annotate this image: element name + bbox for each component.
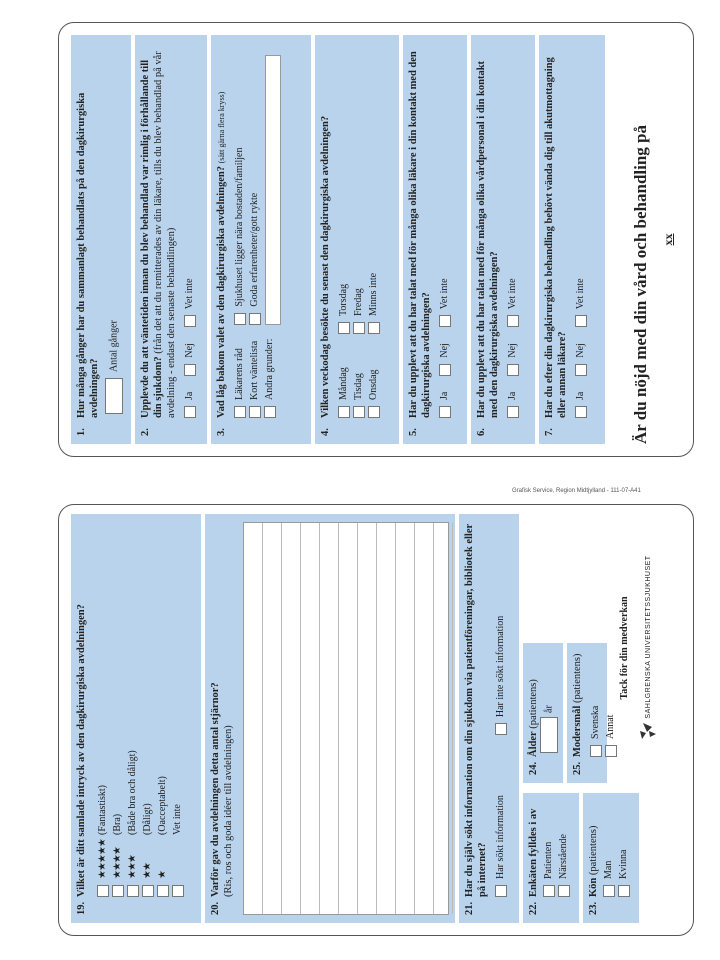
option-vet-inte[interactable]	[574, 278, 587, 327]
unit-name-placeholder: xx	[661, 233, 675, 246]
option-vet-inte[interactable]	[183, 278, 196, 327]
option-label: Vet inte	[172, 804, 183, 835]
option-label: Goda erfarenheter/gott rykte	[249, 192, 260, 307]
option-label: Vet inte	[575, 278, 586, 310]
question-number: 4.	[320, 428, 331, 436]
option-vet-inte[interactable]	[438, 278, 451, 327]
option-ja[interactable]	[438, 392, 451, 418]
star-icons: ★★★	[127, 855, 138, 879]
option-label: Nej	[507, 343, 518, 358]
checkbox[interactable]	[338, 322, 350, 334]
question-text: Enkäten fylldes i av	[528, 808, 539, 897]
rating-vet-inte[interactable]	[171, 536, 184, 897]
question-number: 19.	[76, 901, 87, 915]
count-input[interactable]	[105, 378, 123, 414]
question-number: 20.	[210, 901, 221, 915]
question-23	[583, 793, 639, 923]
question-number: 2.	[140, 428, 151, 436]
checkbox[interactable]	[157, 885, 169, 897]
count-label: Antal gånger	[108, 320, 120, 373]
star-icons: ★★★★★	[97, 839, 108, 879]
question-text: Har du upplevt att du har talat med för många olika vårdpersonal i din kontakt med den dagkirurgiska avdelningen?	[476, 60, 500, 418]
rating-2-stars[interactable]	[141, 536, 154, 897]
print-credit: Grafisk Service, Region Midtjylland - 111-07-A41	[512, 488, 641, 494]
page-left	[58, 504, 694, 936]
option-minns-inte[interactable]	[367, 273, 380, 334]
question-number: 5.	[408, 428, 419, 436]
star-icons: ★★★★	[112, 847, 123, 879]
checkbox[interactable]	[618, 885, 630, 897]
checkbox[interactable]	[543, 885, 555, 897]
option-label: Sjukhuset ligger nära bostaden/familjen	[234, 147, 245, 307]
checkbox[interactable]	[353, 322, 365, 334]
other-reason-field[interactable]	[265, 55, 281, 325]
option-annat[interactable]	[604, 715, 617, 757]
option-label: Andra grunder:	[264, 338, 275, 400]
checkbox[interactable]	[507, 315, 519, 327]
option-label: Har sökt information	[495, 795, 506, 879]
checkbox[interactable]	[605, 745, 617, 757]
option-label: Patienten	[543, 841, 554, 879]
question-text: Har du efter din dagkirurgiska behandling behövt vända dig till akutmottagning eller annan läkare?	[544, 57, 568, 418]
question-text: Modersmål	[572, 705, 583, 757]
option-andra-grunder[interactable]	[263, 339, 276, 418]
question-5	[403, 35, 467, 444]
option-torsdag[interactable]	[337, 273, 350, 334]
checkbox[interactable]	[590, 745, 602, 757]
option-har-inte-sokt[interactable]	[494, 616, 507, 735]
unit-label: år	[543, 705, 555, 713]
star-icons: ★★	[142, 863, 153, 879]
checkbox[interactable]	[234, 406, 246, 418]
option-label: (Bra)	[112, 813, 123, 835]
checkbox[interactable]	[439, 406, 451, 418]
age-input[interactable]	[540, 717, 558, 753]
option-label: Närstående	[558, 834, 569, 879]
checkbox[interactable]	[368, 322, 380, 334]
checkbox[interactable]	[495, 885, 507, 897]
checkbox[interactable]	[172, 885, 184, 897]
question-text: Varför gav du avdelningen detta antal stjärnor?	[210, 682, 221, 897]
option-mandag[interactable]	[337, 348, 350, 418]
option-tisdag[interactable]	[352, 348, 365, 418]
page-title: Är du nöjd med din vård och behandling på	[631, 124, 650, 444]
checkbox[interactable]	[507, 364, 519, 376]
option-label: Kort väntelista	[249, 340, 260, 400]
question-number: 1.	[76, 428, 87, 436]
option-kort-vantelista[interactable]	[248, 339, 261, 418]
option-ja[interactable]	[574, 392, 587, 418]
option-label: Vet inte	[507, 278, 518, 310]
checkbox[interactable]	[184, 315, 196, 327]
checkbox[interactable]	[575, 364, 587, 376]
option-label: (Oacceptabelt)	[157, 776, 168, 835]
option-label: Minns inte	[368, 272, 379, 316]
option-label: Har inte sökt information	[495, 615, 506, 718]
question-subtext: (från det att du remitterades av din läkare, tills du blev behandlad på vår avdelning - endast den senaste behandlingen)	[153, 51, 177, 418]
option-label: Nej	[184, 343, 195, 358]
option-label: Vet inte	[439, 278, 450, 310]
option-label: Ja	[507, 391, 518, 400]
option-label: Nej	[439, 343, 450, 358]
question-22	[523, 793, 579, 923]
option-fredag[interactable]	[352, 273, 365, 334]
question-subtext: (patientens)	[588, 825, 599, 876]
option-label: Ja	[575, 391, 586, 400]
option-label: Ja	[184, 391, 195, 400]
question-number: 6.	[476, 428, 487, 436]
hospital-name: SAHLGRENSKA UNIVERSITETSSJUKHUSET	[644, 555, 652, 719]
question-text: Har du själv sökt information om din sjukdom via patientföreningar, bibliotek eller på internet?	[464, 524, 488, 897]
rating-4-stars[interactable]	[111, 536, 124, 897]
option-har-sokt[interactable]	[494, 795, 507, 897]
question-20	[205, 514, 455, 923]
question-19	[71, 514, 201, 923]
option-label: Nej	[575, 343, 586, 358]
checkbox[interactable]	[439, 364, 451, 376]
question-number: 7.	[544, 428, 555, 436]
option-label: Ja	[439, 391, 450, 400]
option-label: Man	[603, 860, 614, 879]
footer-block	[619, 513, 658, 783]
page-right-content	[59, 23, 693, 456]
checkbox[interactable]	[184, 364, 196, 376]
page-right	[58, 22, 694, 457]
option-label: (Fantastiskt)	[97, 785, 108, 835]
checkbox[interactable]	[603, 885, 615, 897]
option-nej[interactable]	[438, 343, 451, 375]
question-text: Har du upplevt att du har talat med för många olika läkare i din kontakt med den dagkirurgiska avdelningen?	[408, 51, 432, 418]
question-7	[539, 35, 605, 444]
checkbox[interactable]	[368, 406, 380, 418]
question-1	[71, 35, 131, 444]
checkbox[interactable]	[353, 406, 365, 418]
question-text: Vad låg bakom valet av den dagkirurgiska avdelningen?	[216, 166, 227, 418]
option-nej[interactable]	[506, 343, 519, 375]
checkbox[interactable]	[575, 406, 587, 418]
question-number: 23.	[588, 901, 599, 915]
option-nej[interactable]	[183, 343, 196, 375]
rating-5-stars[interactable]	[96, 536, 109, 897]
option-label: Torsdag	[338, 283, 349, 316]
question-25	[567, 643, 616, 783]
checkbox[interactable]	[439, 315, 451, 327]
checkbox[interactable]	[142, 885, 154, 897]
checkbox[interactable]	[184, 406, 196, 418]
thanks-text: Tack för din medverkan	[619, 596, 630, 700]
option-label: Vet inte	[184, 278, 195, 310]
option-kvinna[interactable]	[617, 815, 630, 897]
question-subtext: (patientens)	[572, 653, 583, 704]
hospital-logo-icon	[638, 719, 658, 741]
question-subtext: (sätt gärna flera kryss)	[217, 91, 226, 164]
option-patienten[interactable]	[542, 815, 555, 897]
checkbox[interactable]	[249, 406, 261, 418]
checkbox[interactable]	[264, 406, 276, 418]
question-number: 25.	[572, 761, 583, 775]
question-text: Hur många gånger har du sammanlagt behandlats på den dagkirurgiska avdelningen?	[76, 92, 100, 418]
question-number: 22.	[528, 901, 539, 915]
question-number: 21.	[464, 901, 475, 915]
checkbox[interactable]	[495, 723, 507, 735]
question-2	[135, 35, 207, 444]
checkbox[interactable]	[234, 313, 246, 325]
checkbox[interactable]	[338, 406, 350, 418]
question-21	[459, 514, 519, 923]
question-number: 3.	[216, 428, 227, 436]
checkbox[interactable]	[558, 885, 570, 897]
option-onsdag[interactable]	[367, 348, 380, 418]
rating-1-star[interactable]	[156, 536, 169, 897]
comment-textarea[interactable]	[243, 522, 449, 915]
option-svenska[interactable]	[589, 706, 602, 757]
checkbox[interactable]	[575, 315, 587, 327]
question-subtext: (Ris, ros och goda idéer till avdelningen)	[223, 725, 234, 897]
star-icons: ★	[157, 871, 168, 879]
option-label: Fredag	[353, 288, 364, 316]
option-label: Annat	[605, 714, 616, 739]
checkbox[interactable]	[112, 885, 124, 897]
option-lakarens-rad[interactable]	[233, 339, 246, 418]
option-nara-bostaden[interactable]	[233, 57, 246, 325]
question-number: 24.	[528, 761, 539, 775]
option-label: Onsdag	[368, 369, 379, 400]
checkbox[interactable]	[97, 885, 109, 897]
option-label: Måndag	[338, 367, 349, 400]
option-label: Svenska	[590, 705, 601, 739]
checkbox[interactable]	[127, 885, 139, 897]
checkbox[interactable]	[249, 313, 261, 325]
question-24	[523, 643, 563, 783]
question-text: Vilket är ditt samlade intryck av den dagkirurgiska avdelningen?	[76, 604, 87, 897]
page-left-content	[59, 505, 693, 935]
question-text: Ålder	[528, 731, 539, 757]
option-goda-erfarenheter[interactable]	[248, 57, 261, 325]
question-subtext: (patientens)	[528, 679, 539, 729]
question-text: Vilken veckodag besökte du senast den dagkirurgiska avdelningen?	[320, 115, 331, 418]
option-ja[interactable]	[506, 392, 519, 418]
option-nej[interactable]	[574, 343, 587, 375]
question-6	[471, 35, 535, 444]
question-4	[315, 35, 399, 444]
option-label: (Både bra och dåligt)	[127, 750, 138, 835]
question-3	[211, 35, 311, 444]
question-text: Upplevde du att väntetiden innan du blev behandlad var rimlig i förhållande till din sjukdom?	[140, 59, 164, 418]
checkbox[interactable]	[507, 406, 519, 418]
option-ja[interactable]	[183, 392, 196, 418]
option-narstaende[interactable]	[557, 815, 570, 897]
option-man[interactable]	[602, 815, 615, 897]
option-vet-inte[interactable]	[506, 278, 519, 327]
question-text: Kön	[588, 877, 599, 897]
option-label: (Dåligt)	[142, 803, 153, 835]
option-label: Läkarens råd	[234, 348, 245, 400]
rating-3-stars[interactable]	[126, 536, 139, 897]
option-label: Tisdag	[353, 373, 364, 400]
option-label: Kvinna	[618, 849, 629, 879]
